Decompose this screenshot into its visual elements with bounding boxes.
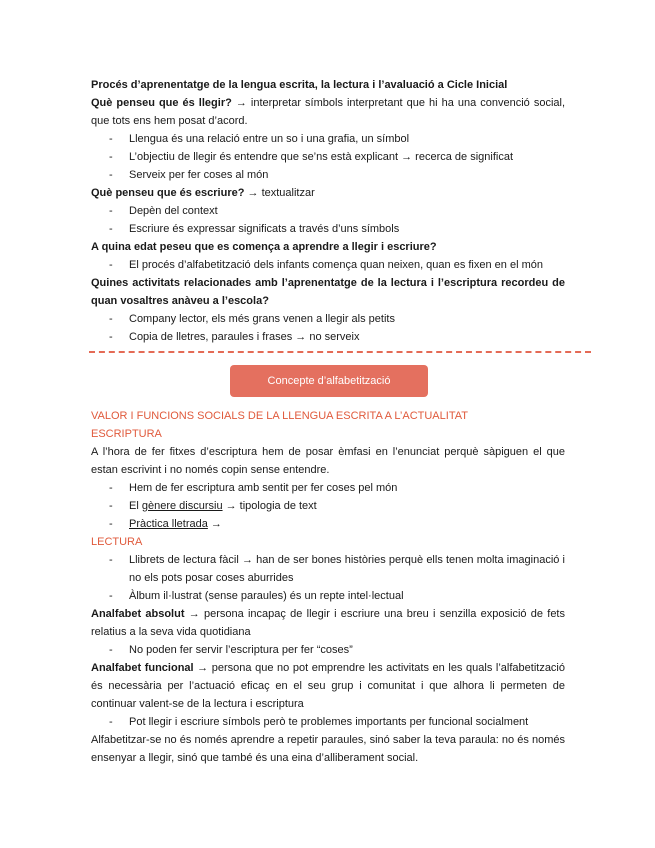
list-item: - Escriure és expressar significats a través d’uns símbols [109,223,400,235]
practica-lletrada-term: Pràctica lletrada [129,518,208,530]
question-activitats: Quines activitats relacionades amb l’aprenentatge de la lectura i l’escriptura recordeu de quan vosaltres anàveu a l’escola? [91,277,565,307]
question-escriure [91,184,565,202]
list-item: - Àlbum il·lustrat (sense paraules) és un repte intel·lectual [109,590,404,602]
document-page [91,76,565,767]
subheading-lectura: LECTURA [91,536,143,548]
list-item: - El gènere discursiu → tipologia de text [109,500,317,512]
question-answer: → interpretar símbols interpretant que hi ha una convenció social, que tots ens hem posat d’acord. [91,97,566,127]
list-item: - Pot llegir i escriure símbols però te problemes importants per funcional socialment [109,716,529,728]
analfabet-funcional [91,659,565,713]
list-item: - Llibrets de lectura fàcil → han de ser bones històries perquè ells tenen molta imaginació i no els pots posar coses aburrides [109,554,565,584]
list-item: - Serveix per fer coses al món [109,169,269,181]
question-label: Què penseu que és escriure? [91,187,245,199]
dashed-divider [89,351,591,353]
subheading-escriptura: ESCRIPTURA [91,428,162,440]
section-title: Procés d’aprenentatge de la lengua escrita, la lectura i l’avaluació a Cicle Inicial [91,79,508,91]
closing-paragraph: Alfabetitzar-se no és només aprendre a repetir paraules, sinó saber la teva paraula: no és només ensenyar a llegir, sinó que també és una eina d’alliberament social. [91,734,565,764]
question-answer: → textualitzar [244,187,315,199]
list-item: - Hem de fer escriptura amb sentit per fer coses pel món [109,482,398,494]
section-heading: VALOR I FUNCIONS SOCIALS DE LA LLENGUA ESCRITA A L’ACTUALITAT [91,410,468,422]
list-item: - L’objectiu de llegir és entendre que se’ns està explicant → recerca de significat [109,151,514,163]
term-label: Analfabet absolut [91,608,185,620]
list-item: - Copia de lletres, paraules i frases → no serveix [109,331,360,343]
list-item: - No poden fer servir l’escriptura per fer “coses” [109,644,353,656]
genere-discursiu-term: gènere discursiu [141,500,223,512]
list-item: - Depèn del context [109,205,218,217]
question-label: Què penseu que és llegir? [91,97,232,109]
analfabet-absolut [91,605,565,641]
list-item: - Company lector, els més grans venen a llegir als petits [109,313,395,325]
list-item: - El procés d’alfabetització dels infants comença quan neixen, quan es fixen en el món [109,259,543,271]
concept-pill: Concepte d’alfabetització [230,365,428,397]
question-llegir [91,94,565,130]
paragraph: A l’hora de fer fitxes d’escriptura hem de posar èmfasi en l’enunciat perquè sàpiguen el que estan escrivint i no només copin sense entendre. [91,446,565,476]
term-definition: → persona que no pot emprendre les activitats en les quals l’alfabetització és necessària per l’actuació eficaç en el seu grup i comunitat i que alhora li permeten de continuar valent-se de la lectura i escriptura [91,662,565,710]
list-item: - Llengua és una relació entre un so i una grafia, un símbol [109,133,410,145]
term-definition: → persona incapaç de llegir i escriure una breu i senzilla exposició de fets relatius a la seva vida quotidiana [91,608,565,638]
concept-banner [91,365,565,399]
term-label: Analfabet funcional [91,662,194,674]
question-edat: A quina edat peseu que es comença a aprendre a llegir i escriure? [91,241,437,253]
list-item: - Pràctica lletrada → [109,518,222,530]
